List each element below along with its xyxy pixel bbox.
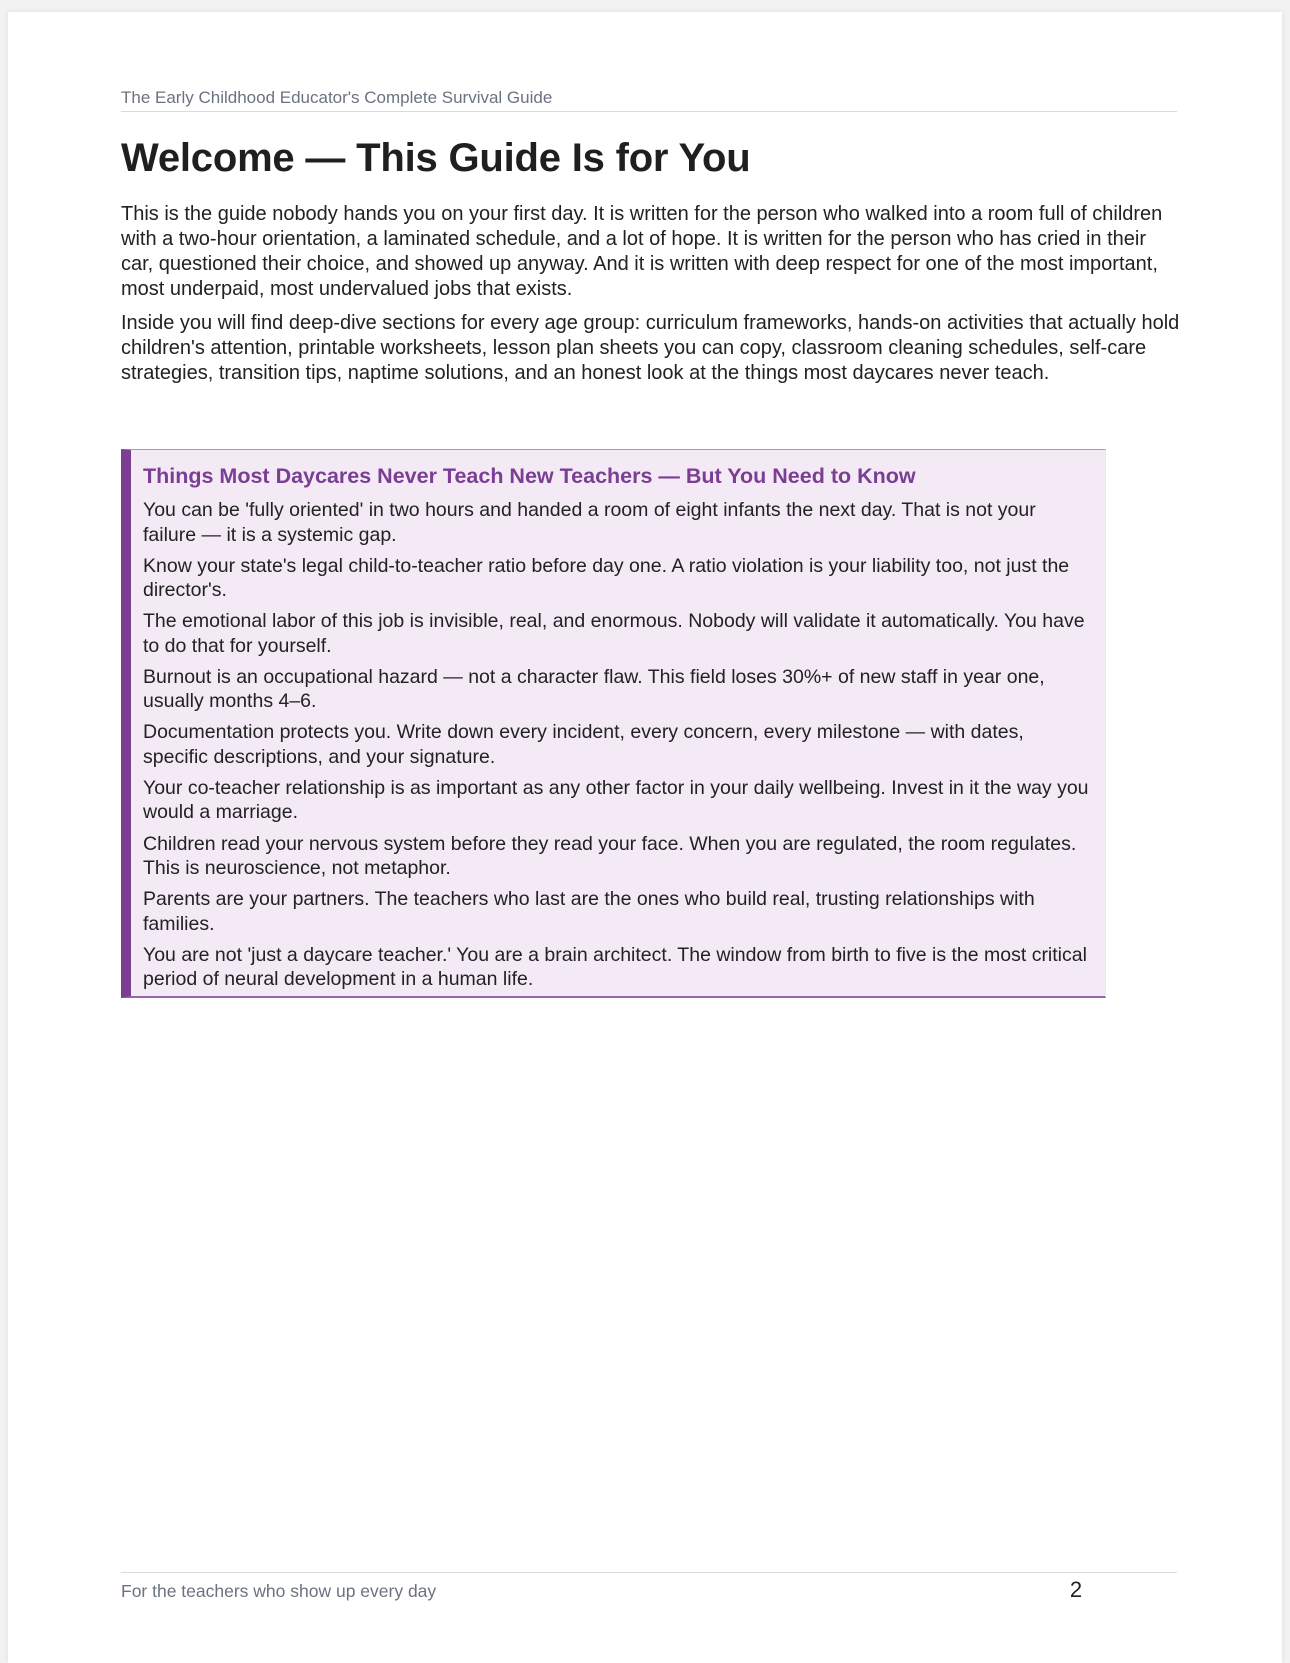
callout-item: You can be 'fully oriented' in two hours and handed a room of eight infants the next day. That is not your failure — it is a systemic gap.: [143, 499, 1036, 546]
callout-title: Things Most Daycares Never Teach New Teachers — But You Need to Know: [143, 464, 916, 488]
running-header: The Early Childhood Educator's Complete Survival Guide: [121, 87, 1177, 112]
footer-text: For the teachers who show up every day: [121, 1581, 437, 1601]
callout-item: Burnout is an occupational hazard — not a character flaw. This field loses 30%+ of new staff in year one, usually months 4–6.: [143, 665, 1045, 713]
callout-box: [121, 449, 1106, 998]
callout-item: You are not 'just a daycare teacher.' You are a brain architect. The window from birth to five is the most critical period of neural development in a human life.: [143, 943, 1087, 991]
callout-item: Parents are your partners. The teachers who last are the ones who build real, trusting relationships with families.: [143, 888, 1035, 935]
page-title: Welcome — This Guide Is for You: [121, 136, 751, 180]
callout-item: Documentation protects you. Write down every incident, every concern, every milestone — with dates, specific descriptions, and your signature.: [143, 721, 1024, 768]
callout-item: The emotional labor of this job is invisible, real, and enormous. Nobody will validate it automatically. You have to do that for yourself.: [143, 610, 1085, 657]
intro-paragraph: This is the guide nobody hands you on your first day. It is written for the person who walked into a room full of children with a two-hour orientation, a laminated schedule, and a lot of hope. It is written for the person who has cried in their car, questioned their choice, and showed up anyway. And it is written with deep respect for one of the most important, most underpaid, most undervalued jobs that exists.: [121, 203, 1163, 300]
document-page: [8, 12, 1282, 1663]
contents-paragraph: Inside you will find deep-dive sections for every age group: curriculum frameworks, hands-on activities that actually hold children's attention, printable worksheets, lesson plan sheets you can copy, classroom cleaning schedules, self-care strategies, transition tips, naptime solutions, and an honest look at the things most daycares never teach.: [121, 312, 1180, 384]
callout-item: Know your state's legal child-to-teacher ratio before day one. A ratio violation is your liability too, not just the director's.: [143, 554, 1070, 602]
page-number: 2: [1069, 1577, 1083, 1602]
callout-item: Your co-teacher relationship is as important as any other factor in your daily wellbeing. Invest in it the way you would a marriage.: [143, 776, 1089, 824]
running-footer: [121, 1572, 1177, 1602]
callout-item: Children read your nervous system before they read your face. When you are regulated, the room regulates. This is neuroscience, not metaphor.: [143, 832, 1077, 880]
callout-list: [143, 498, 1093, 998]
